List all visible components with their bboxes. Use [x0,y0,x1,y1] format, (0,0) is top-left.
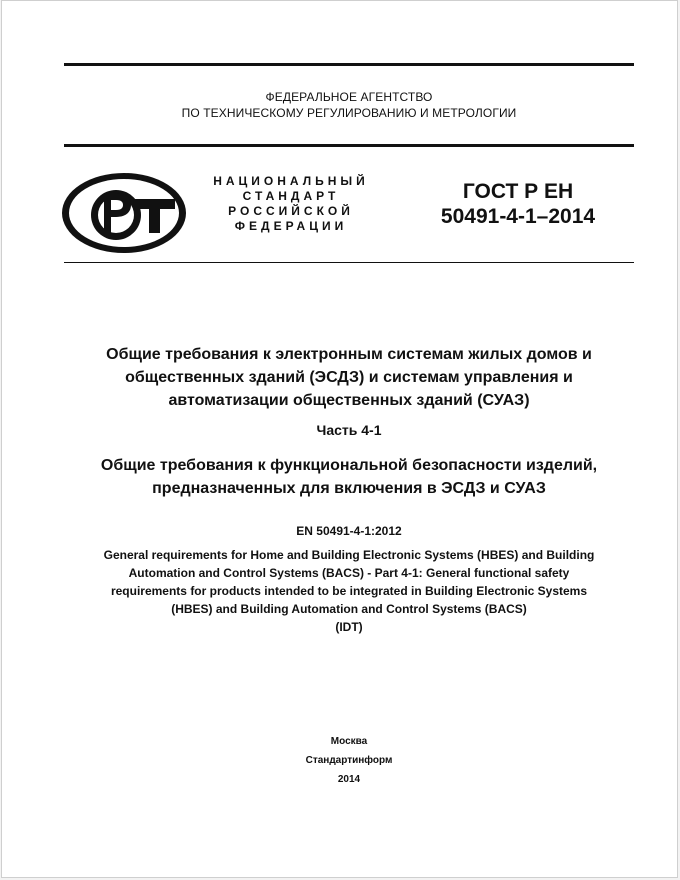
document-page [1,0,678,878]
standard-name-line-1: НАЦИОНАЛЬНЫЙ [213,174,369,188]
rst-certification-mark-icon [60,171,188,255]
title-line-3: автоматизации общественных зданий (СУАЗ) [168,392,530,409]
en-standard-title [68,546,630,618]
agency-line-2: ПО ТЕХНИЧЕСКОМУ РЕГУЛИРОВАНИЮ И МЕТРОЛОГИИ [181,106,517,120]
en-title-line-2: Automation and Control Systems (BACS) - Part 4-1: General functional safety [128,566,570,580]
middle-rule [64,144,634,147]
publisher-name: Стандартинформ [305,755,393,766]
designation-line-1: ГОСТ Р ЕН [462,180,574,203]
standard-name-line-4: ФЕДЕРАЦИИ [234,219,348,233]
en-standard-code: EN 50491-4-1:2012 [296,524,402,538]
publication-year: 2014 [337,774,361,785]
document-title [62,343,636,412]
agency-line-1: ФЕДЕРАЛЬНОЕ АГЕНТСТВО [265,90,433,104]
title-line-1: Общие требования к электронным системам жилых домов и [106,346,592,363]
title-line-2: общественных зданий (ЭСДЗ) и системам управления и [125,369,573,386]
en-title-line-3: requirements for products intended to be integrated in Building Electronic Systems [110,584,588,598]
subtitle-line-1: Общие требования к функциональной безопасности изделий, [100,457,598,474]
standard-name-line-3: РОССИЙСКОЙ [228,204,354,218]
top-rule [64,63,634,66]
en-title-line-4: (HBES) and Building Automation and Control Systems (BACS) [171,602,527,616]
document-subtitle [62,454,636,500]
header-bottom-rule [64,262,634,263]
national-standard-label [198,174,384,234]
standard-designation [402,179,634,229]
standard-name-line-2: СТАНДАРТ [242,189,340,203]
en-title-line-1: General requirements for Home and Building Electronic Systems (HBES) and Building [103,548,595,562]
subtitle-line-2: предназначенных для включения в ЭСДЗ и СУАЗ [152,480,546,497]
publication-city: Москва [330,736,368,747]
agency-name [64,89,634,121]
identity-marker: (IDT) [335,620,363,634]
part-number: Часть 4-1 [316,422,382,438]
designation-line-2: 50491-4-1–2014 [440,205,596,228]
